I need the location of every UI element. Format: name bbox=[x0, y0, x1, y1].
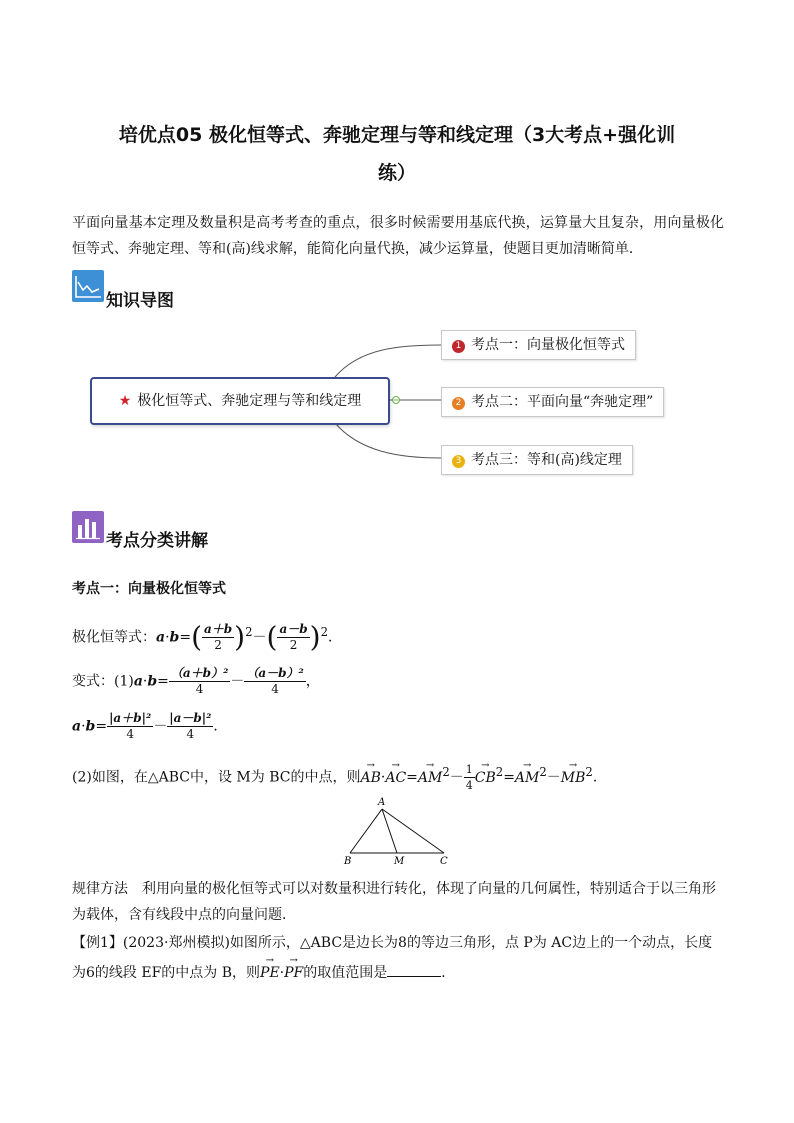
triangle-diagram bbox=[336, 794, 460, 868]
part-2-prefix: (2)如图，在△ABC中，设 M为 BC的中点，则 bbox=[72, 769, 361, 786]
title-line-1: 培优点05 极化恒等式、奔驰定理与等和线定理（3大考点+强化训 bbox=[118, 124, 676, 146]
chart-line-icon bbox=[72, 270, 104, 302]
title-line-2: 练） bbox=[377, 162, 416, 184]
vector-a: a bbox=[156, 629, 166, 646]
vector-AM: → AM bbox=[515, 768, 539, 788]
square-exp: 2 bbox=[539, 765, 547, 779]
mindmap-branch-1 bbox=[441, 330, 636, 360]
denominator-4: 4 bbox=[244, 681, 305, 697]
equals-sign: = bbox=[406, 769, 418, 786]
polarization-identity bbox=[72, 622, 342, 653]
answer-blank[interactable] bbox=[387, 976, 441, 977]
vector-PF: → PF bbox=[284, 960, 303, 986]
vector-a: a bbox=[133, 673, 143, 690]
equals-sign: = bbox=[503, 769, 515, 786]
mindmap-branch-3-label: 考点三：等和(高)线定理 bbox=[471, 452, 622, 468]
example-1-line-2 bbox=[72, 960, 712, 986]
numerator-mod-sum: |a＋b|² bbox=[109, 711, 152, 725]
section-topics-heading: 考点分类讲解 bbox=[106, 531, 208, 551]
minus-sign: － bbox=[449, 769, 464, 786]
left-paren: ( bbox=[266, 620, 278, 654]
vertex-A: A bbox=[378, 797, 386, 808]
variant-1-modulus bbox=[72, 711, 227, 742]
vector-AM: → AM bbox=[418, 768, 442, 788]
period: ． bbox=[441, 965, 456, 981]
quarter-denominator: 4 bbox=[465, 779, 473, 793]
denominator-4: 4 bbox=[126, 727, 134, 741]
fraction-diff-squared bbox=[244, 666, 305, 697]
vector-b: b bbox=[169, 629, 180, 646]
variant-1 bbox=[72, 666, 320, 697]
minus-sign: － bbox=[153, 718, 168, 735]
vector-a: a bbox=[72, 718, 82, 735]
vector-b: b bbox=[147, 673, 158, 690]
comma: ， bbox=[305, 673, 320, 690]
identity-label: 极化恒等式： bbox=[72, 629, 156, 646]
mindmap-central-node bbox=[90, 377, 390, 425]
denominator: 2 bbox=[214, 638, 222, 653]
minus-sign: － bbox=[252, 629, 267, 646]
numerator-diff-squared: （a－b）² bbox=[246, 666, 304, 680]
intro-paragraph: 平面向量基本定理及数量积是高考考查的重点，很多时候需要用基底代换，运算量大且复杂，用向量极化恒等式、奔驰定理、等和(高)线求解，能简化向量代换，减少运算量，使题目更加清晰简单． bbox=[72, 215, 724, 257]
right-paren: ) bbox=[309, 620, 321, 654]
example-1-suffix: 的取值范围是 bbox=[303, 965, 388, 981]
dot-operator: · bbox=[142, 673, 148, 690]
square-exp: 2 bbox=[320, 625, 328, 639]
bar-chart-icon bbox=[72, 511, 104, 543]
fraction-sum-squared bbox=[169, 666, 230, 697]
dot-operator: · bbox=[279, 965, 285, 981]
dot-operator: · bbox=[380, 769, 386, 786]
numerator-mod-diff: |a－b|² bbox=[169, 711, 212, 725]
numerator-minus: a－b bbox=[279, 622, 308, 637]
dot-operator: · bbox=[165, 629, 170, 646]
variant-label: 变式：(1) bbox=[72, 673, 134, 690]
part-2-statement bbox=[72, 762, 607, 793]
mindmap-central-label: 极化恒等式、奔驰定理与等和线定理 bbox=[137, 393, 362, 409]
period: ． bbox=[328, 629, 342, 646]
vector-CB: → CB bbox=[475, 768, 496, 788]
minus-sign: － bbox=[230, 673, 245, 690]
point-M: M bbox=[394, 856, 405, 867]
period: ． bbox=[592, 769, 607, 786]
number-3-icon: 3 bbox=[452, 455, 465, 468]
denominator-4: 4 bbox=[169, 681, 230, 697]
square-exp: 2 bbox=[442, 765, 450, 779]
left-paren: ( bbox=[191, 620, 202, 654]
mindmap-branch-2 bbox=[441, 387, 664, 417]
square-exp: 2 bbox=[585, 765, 593, 779]
method-line-2: 为载体，含有线段中点的向量问题． bbox=[72, 907, 296, 923]
vector-PE: → PE bbox=[260, 960, 280, 986]
number-2-icon: 2 bbox=[452, 397, 465, 410]
vector-MB: → MB bbox=[561, 768, 586, 788]
example-1 bbox=[72, 930, 712, 986]
star-icon: ★ bbox=[118, 393, 132, 409]
number-1-icon: 1 bbox=[452, 340, 465, 353]
minus-sign: － bbox=[546, 769, 561, 786]
page-title bbox=[60, 116, 734, 192]
method-line-1: 规律方法 利用向量的极化恒等式可以对数量积进行转化，体现了向量的几何属性，特别适合于以三角形 bbox=[72, 881, 716, 897]
topic-1-heading: 考点一：向量极化恒等式 bbox=[72, 581, 226, 597]
mindmap-branch-3 bbox=[441, 445, 633, 475]
equals-sign: = bbox=[179, 629, 192, 646]
fraction-mod-sum bbox=[107, 711, 153, 742]
right-paren: ) bbox=[234, 620, 246, 654]
equals-sign: = bbox=[157, 673, 169, 690]
mindmap-branch-1-label: 考点一：向量极化恒等式 bbox=[471, 337, 625, 353]
vertex-C: C bbox=[440, 856, 448, 867]
numerator-sum-squared: （a＋b）² bbox=[170, 666, 229, 680]
example-1-line-1: 【例1】(2023·郑州模拟)如图所示，△ABC是边长为8的等边三角形，点 P为 AC边上的一个动点，长度 bbox=[72, 935, 713, 951]
quarter-numerator: 1 bbox=[465, 763, 473, 777]
period: ． bbox=[213, 718, 228, 735]
equals-sign: = bbox=[95, 718, 108, 735]
vector-AB: → AB bbox=[360, 768, 380, 788]
denominator-4: 4 bbox=[186, 727, 195, 741]
fraction-quarter bbox=[464, 762, 475, 793]
square-exp: 2 bbox=[495, 765, 504, 779]
denominator: 2 bbox=[289, 638, 298, 653]
fraction-mod-diff bbox=[167, 711, 213, 742]
fraction-minus bbox=[277, 622, 309, 653]
fraction-plus bbox=[202, 622, 234, 653]
mindmap-branch-2-label: 考点二：平面向量“奔驰定理” bbox=[471, 394, 654, 410]
vertex-B: B bbox=[344, 856, 352, 867]
dot-operator: · bbox=[81, 718, 86, 735]
vector-b: b bbox=[85, 718, 96, 735]
method-paragraph bbox=[72, 876, 716, 928]
section-knowledge-map-heading: 知识导图 bbox=[106, 291, 174, 311]
example-1-prefix: 为6的线段 EF的中点为 B，则 bbox=[72, 965, 261, 981]
vector-AC: → AC bbox=[385, 768, 406, 788]
square-exp: 2 bbox=[245, 625, 253, 639]
numerator-plus: a＋b bbox=[204, 622, 233, 637]
